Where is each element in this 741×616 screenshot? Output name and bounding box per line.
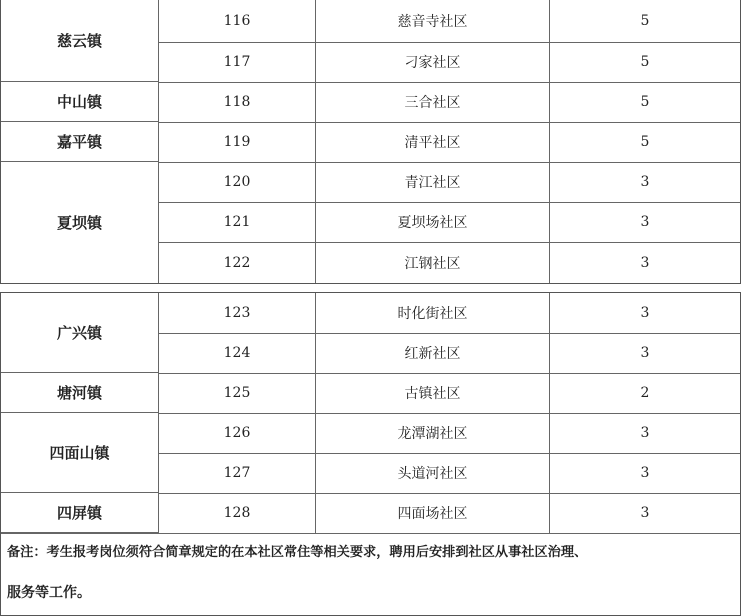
position-count: 3 xyxy=(640,505,650,521)
position-count: 2 xyxy=(640,385,650,401)
remarks-line-1: 备注：考生报考岗位须符合简章规定的在本社区常住等相关要求，聘用后安排到社区从事社区治理、 xyxy=(7,545,588,560)
position-count: 5 xyxy=(640,54,650,70)
remarks-note xyxy=(1,533,740,615)
post-number: 121 xyxy=(159,202,316,242)
town-name: 中山镇 xyxy=(1,82,159,122)
town-name: 四面山镇 xyxy=(1,413,159,493)
community-name: 四面场社区 xyxy=(316,493,550,533)
position-count: 3 xyxy=(640,305,650,321)
post-number: 123 xyxy=(159,293,316,333)
town-name: 四屏镇 xyxy=(1,493,159,533)
position-count: 3 xyxy=(640,425,650,441)
position-count: 3 xyxy=(640,465,650,481)
community-name: 刁家社区 xyxy=(316,42,550,82)
position-count: 5 xyxy=(640,134,650,150)
community-name: 红新社区 xyxy=(316,333,550,373)
community-name: 江钢社区 xyxy=(316,242,550,283)
community-name: 清平社区 xyxy=(316,122,550,162)
remarks-line-2: 服务等工作。 xyxy=(7,585,91,601)
community-name: 慈音寺社区 xyxy=(316,0,550,42)
town-name: 嘉平镇 xyxy=(1,122,159,162)
community-name: 时化街社区 xyxy=(316,293,550,333)
table-top xyxy=(0,0,741,284)
post-number: 128 xyxy=(159,493,316,533)
position-count: 3 xyxy=(640,214,650,230)
town-name: 慈云镇 xyxy=(1,0,159,82)
community-name: 三合社区 xyxy=(316,82,550,122)
position-count: 3 xyxy=(640,174,650,190)
post-number: 118 xyxy=(159,82,316,122)
community-name: 龙潭湖社区 xyxy=(316,413,550,453)
post-number: 117 xyxy=(159,42,316,82)
town-name: 夏坝镇 xyxy=(1,162,159,283)
community-name: 头道河社区 xyxy=(316,453,550,493)
town-name: 塘河镇 xyxy=(1,373,159,413)
post-number: 116 xyxy=(159,0,316,42)
post-number: 122 xyxy=(159,242,316,283)
post-number: 120 xyxy=(159,162,316,202)
community-name: 夏坝场社区 xyxy=(316,202,550,242)
table-bottom xyxy=(0,292,741,616)
post-number: 125 xyxy=(159,373,316,413)
community-name: 古镇社区 xyxy=(316,373,550,413)
post-number: 127 xyxy=(159,453,316,493)
position-count: 3 xyxy=(640,254,650,271)
town-name: 广兴镇 xyxy=(1,293,159,373)
post-number: 124 xyxy=(159,333,316,373)
community-name: 青江社区 xyxy=(316,162,550,202)
post-number: 126 xyxy=(159,413,316,453)
position-count: 5 xyxy=(640,94,650,110)
post-number: 119 xyxy=(159,122,316,162)
position-count: 5 xyxy=(640,13,650,29)
position-count: 3 xyxy=(640,345,650,361)
